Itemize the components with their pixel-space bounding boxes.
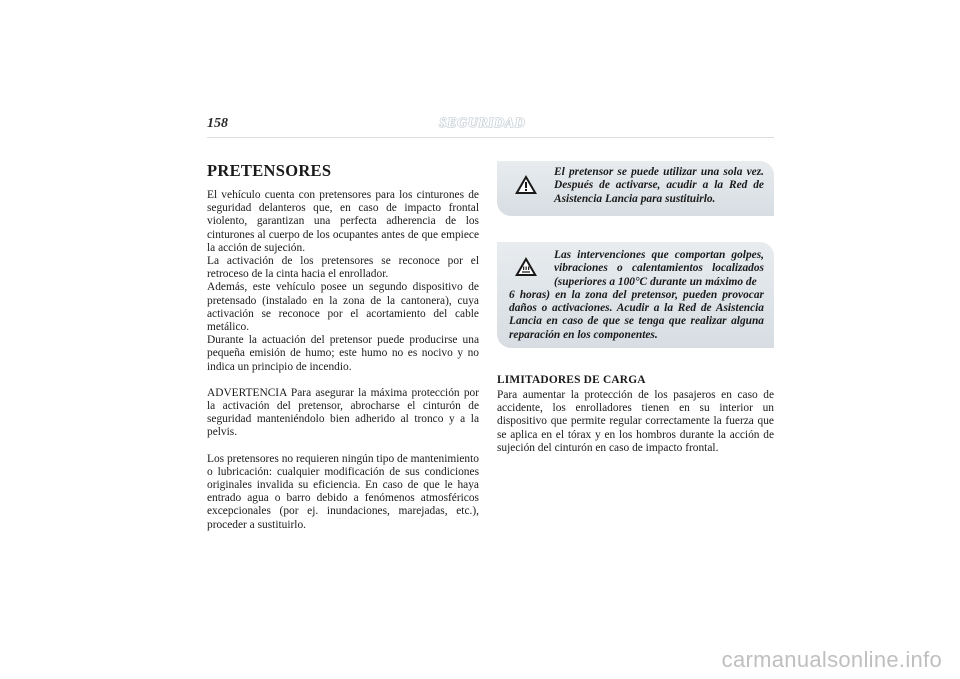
warning-triangle-icon (514, 174, 538, 195)
watermark: carmanualsonline.info (721, 647, 942, 672)
section-title: SEGURIDAD (439, 116, 526, 131)
paragraph: Para aumentar la protección de los pasajeros en caso de accidente, los enrolladores tienen en su interior un dispositivo que permite regular correctamente la fuerza que se aplica en el tórax y en los hombros durante la acción de sujeción del cinturón en caso de impacto frontal. (497, 389, 774, 454)
warning-text: El pretensor se puede utilizar una sola vez. Después de activarse, acudir a la Red de Asistencia Lancia para sustituirlo. (554, 166, 764, 205)
advertencia-note: ADVERTENCIA Para asegurar la máxima protección por la activación del pretensor, abrocharse el cinturón de seguridad manteniéndolo bien adherido al tronco y a la pelvis. (207, 386, 479, 439)
paragraph: Durante la actuación del pretensor puede producirse una pequeña emisión de humo; este humo no es nocivo y no indica un principio de incendio. (207, 334, 479, 373)
page-heading: PRETENSORES (207, 161, 332, 180)
header-divider (207, 137, 774, 138)
paragraph: La activación de los pretensores se reconoce por el retroceso de la cinta hacia el enrollador. (207, 255, 479, 281)
warning-text: Las intervenciones que comportan golpes, vibraciones o calentamientos localizados (superiores a 100°C durante un máximo de (554, 249, 764, 288)
page-header (207, 116, 774, 136)
warning-box (497, 161, 774, 216)
paragraph: Los pretensores no requieren ningún tipo de mantenimiento o lubricación: cualquier modificación de sus condiciones originales invalida su eficiencia. En caso de que le haya entrado agua o barro debido a fenómenos atmosféricos excepcionales (por ej. inundaciones, marejadas, etc.), proceder a sustituirlo. (207, 452, 479, 531)
right-column (497, 161, 774, 455)
hot-surface-warning-icon (514, 256, 538, 277)
warning-text-continued: 6 horas) en la zona del pretensor, pueden provocar daños o activaciones. Acudir a la Red de Asistencia Lancia en caso de que se tenga que realizar alguna reparación en los componentes. (509, 288, 764, 341)
page-number: 158 (207, 116, 228, 131)
section-subheading: LIMITADORES DE CARGA (497, 374, 646, 386)
paragraph: Además, este vehículo posee un segundo dispositivo de pretensado (instalado en la zona de la cantonera), cuya activación se reconoce por el acortamiento del cable metálico. (207, 281, 479, 334)
left-column (207, 161, 479, 532)
warning-box (497, 242, 774, 348)
paragraph: El vehículo cuenta con pretensores para los cinturones de seguridad delanteros que, en caso de impacto frontal violento, garantizan una perfecta adherencia de los cinturones al cuerpo de los ocupantes antes de que empiece la acción de sujeción. (207, 189, 479, 254)
